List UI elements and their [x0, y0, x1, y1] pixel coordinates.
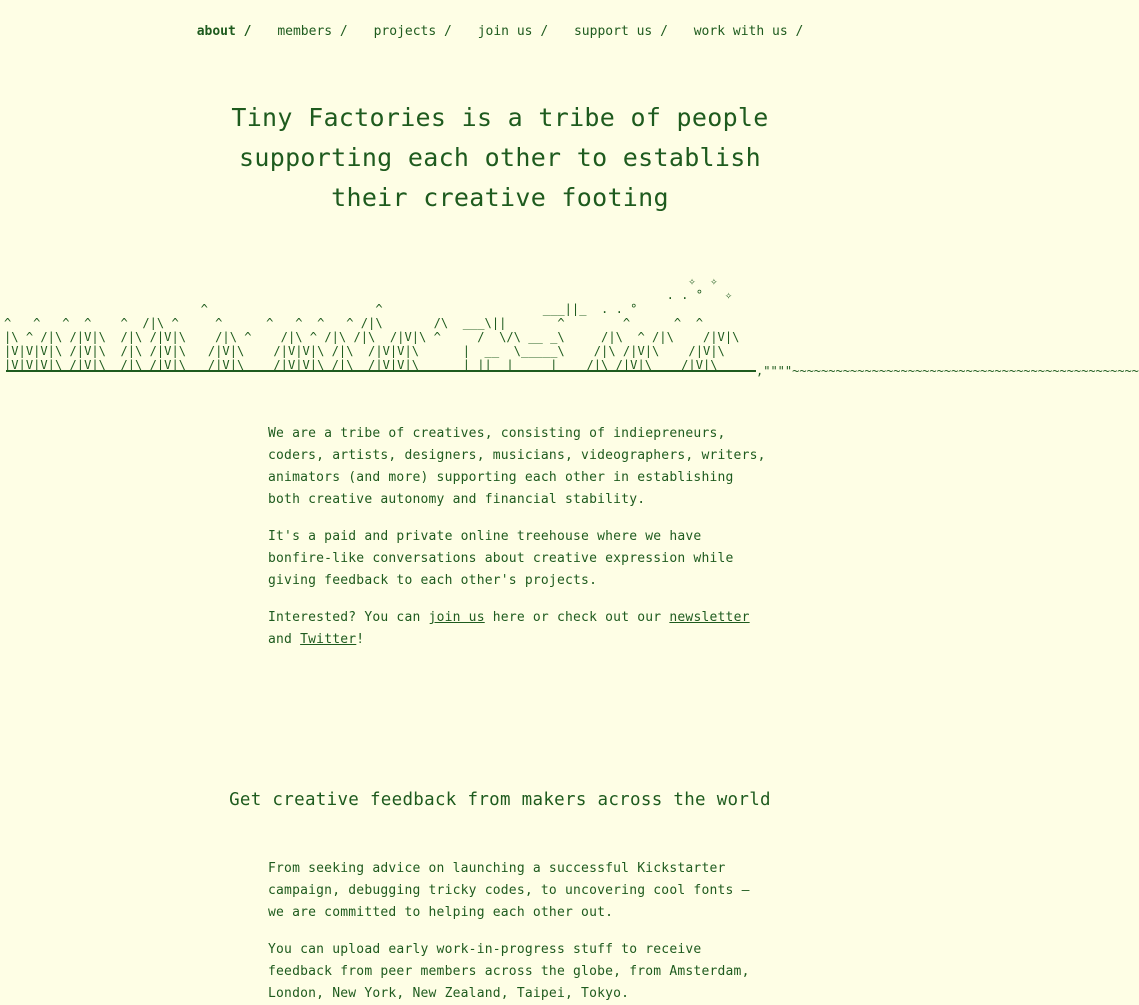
- nav-members[interactable]: members /: [277, 24, 348, 39]
- text-segment: and: [268, 632, 301, 647]
- text-line: both creative autonomy and financial stability.: [268, 492, 646, 507]
- intro-paragraph-1: [268, 423, 766, 511]
- twitter-link[interactable]: Twitter: [300, 632, 357, 647]
- text-line: bonfire-like conversations about creative expression while: [268, 551, 734, 566]
- text-line: You can upload early work-in-progress stuff to receive: [268, 942, 702, 957]
- text-line: campaign, debugging tricky codes, to uncovering cool fonts —: [268, 883, 750, 898]
- text-line: It's a paid and private online treehouse where we have: [268, 529, 702, 544]
- nav-work-with-us[interactable]: work with us /: [693, 24, 804, 39]
- feedback-paragraph-2: [268, 939, 748, 1005]
- nav-join-us[interactable]: join us /: [477, 24, 549, 39]
- text-line: coders, artists, designers, musicians, videographers, writers,: [268, 448, 766, 463]
- text-line: From seeking advice on launching a successful Kickstarter: [268, 861, 726, 876]
- nav-about[interactable]: about /: [196, 24, 252, 39]
- feedback-paragraph-1: [268, 858, 748, 924]
- text-line: feedback from peer members across the globe, from Amsterdam,: [268, 964, 750, 979]
- text-line: animators (and more) supporting each other in establishing: [268, 470, 734, 485]
- text-line: London, New York, New Zealand, Taipei, Tokyo.: [268, 986, 630, 1001]
- ascii-line: |\ ^ /|\ /|V|\ /|\ /|V|\ /|\ ^ /|\ ^ /|\ /|\ /|V|\ ^ / \/\ __ _\ /|\ ^ /|\ /|V|\: [4, 330, 740, 344]
- text-segment: !: [356, 632, 365, 647]
- text-segment: Interested? You can: [268, 610, 429, 625]
- intro-paragraph-3: [268, 607, 748, 651]
- ascii-water: ,""""~~~~~~~~~~~~~~~~~~~~~~~~~~~~~~~~~~~~~~~~~~~~~~~~: [756, 364, 1139, 378]
- ascii-line: ^ ^ ___||_ . . °: [4, 302, 638, 316]
- ascii-line: |V|V|V|\ /|V|\ /|\ /|V|\ /|V|\ /|V|V|\ /|\ /|V|V|\ | __ \_____\ /|\ /|V|\ /|V|\: [4, 344, 725, 358]
- hero-line: Tiny Factories is a tribe of people: [231, 103, 769, 132]
- text-line: giving feedback to each other's projects.: [268, 573, 598, 588]
- join-us-link[interactable]: join us: [428, 610, 485, 625]
- feedback-heading: Get creative feedback from makers across the world: [229, 790, 771, 810]
- hero-heading: [0, 98, 1000, 218]
- top-nav: [0, 24, 1000, 39]
- hero-line: their creative footing: [331, 183, 669, 212]
- text-line: We are a tribe of creatives, consisting of indiepreneurs,: [268, 426, 726, 441]
- text-segment: here or check out our: [484, 610, 670, 625]
- text-line: we are committed to helping each other out.: [268, 905, 614, 920]
- intro-paragraph-2: [268, 526, 748, 592]
- hero-line: supporting each other to establish: [239, 143, 761, 172]
- ascii-line: . . ° ✧: [4, 288, 733, 302]
- ascii-forest-art: [4, 274, 739, 372]
- ascii-line: |V|V|V|\ /|V|\ /|\ /|V|\ /|V|\ /|V|V|\ /|\ /|V|V|\ | || | | /|\ /|V|\ /|V|\: [4, 358, 718, 372]
- text-line: [268, 629, 748, 651]
- newsletter-link[interactable]: newsletter: [669, 610, 750, 625]
- nav-projects[interactable]: projects /: [373, 24, 452, 39]
- nav-support-us[interactable]: support us /: [573, 24, 668, 39]
- ground-line: [6, 370, 756, 372]
- ascii-line: ✧ ✧: [4, 274, 718, 288]
- ascii-line: ^ ^ ^ ^ ^ /|\ ^ ^ ^ ^ ^ ^ /|\ /\ ___\|| ^ ^ ^ ^: [4, 316, 703, 330]
- text-line: [268, 607, 748, 629]
